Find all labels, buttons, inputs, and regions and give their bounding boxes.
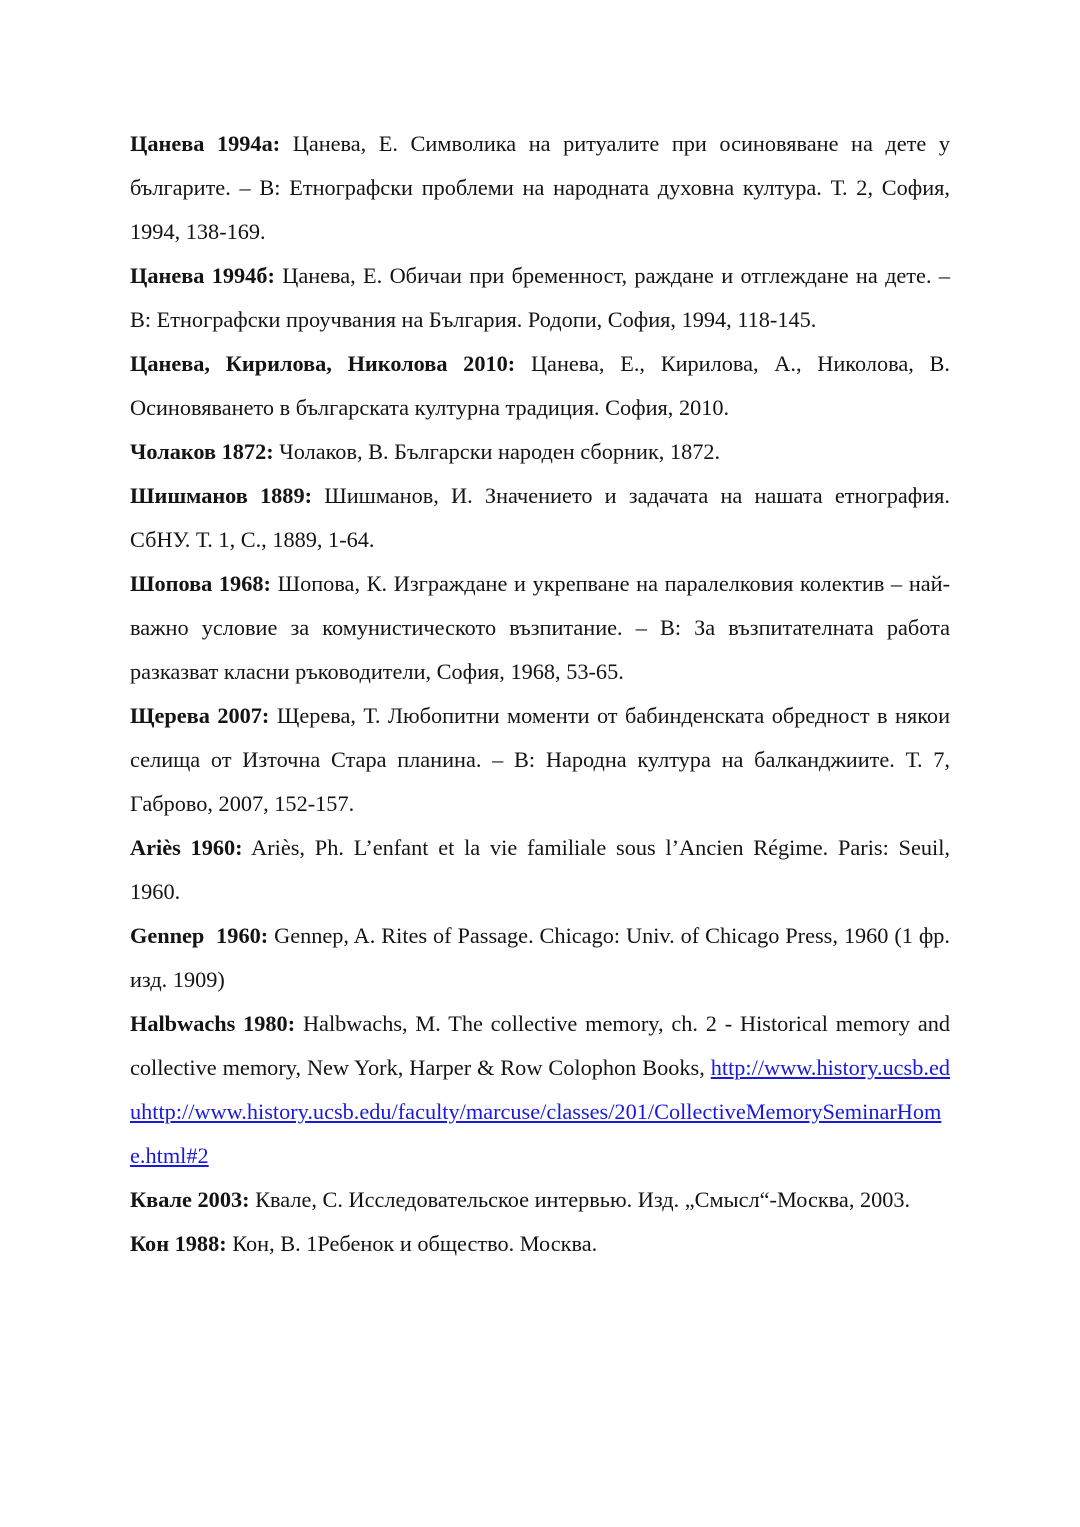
entry-text: Цанева, Е., Кирилова, А., Николова, В. Осиновяването в българската културна традиция. София, 2010. xyxy=(130,351,951,420)
entry-key: Halbwachs 1980: xyxy=(130,1011,296,1036)
bibliography-entry xyxy=(130,914,950,1002)
entry-key: Квале 2003: xyxy=(130,1187,250,1212)
bibliography-page xyxy=(130,122,950,1266)
entry-key: Щерева 2007: xyxy=(130,703,270,728)
entry-key: Шишманов 1889: xyxy=(130,483,313,508)
entry-text: Цанева, Е. Обичаи при бременност, раждане и отглеждане на дете. – В: Етнографски проучвания на България. Родопи, София, 1994, 118-145. xyxy=(130,263,950,332)
bibliography-entry xyxy=(130,826,950,914)
bibliography-entry xyxy=(130,562,950,694)
bibliography-entry xyxy=(130,254,950,342)
entry-key: Цанева 1994а: xyxy=(130,131,281,156)
bibliography-entry xyxy=(130,122,950,254)
entry-key: Ariès 1960: xyxy=(130,835,243,860)
bibliography-entry xyxy=(130,694,950,826)
bibliography-entry xyxy=(130,430,950,474)
entry-text: Кон, В. 1Ребенок и общество. Москва. xyxy=(232,1231,598,1256)
entry-text: Ariès, Ph. L’enfant et la vie familiale sous l’Ancien Régime. Paris: Seuil, 1960. xyxy=(130,835,950,904)
entry-key: Цанева, Кирилова, Николова 2010: xyxy=(130,351,516,376)
entry-text: Чолаков, В. Български народен сборник, 1872. xyxy=(279,439,721,464)
entry-text: Щерева, Т. Любопитни моменти от бабинденската обредност в някои селища от Източна Стара планина. – В: Народна култура на балканджиите. Т. 7, Габрово, 2007, 152-157. xyxy=(130,703,950,816)
bibliography-entry xyxy=(130,474,950,562)
entry-text: Цанева, Е. Символика на ритуалите при осиновяване на дете у българите. – В: Етнографски проблеми на народната духовна култура. Т. 2, София, 1994, 138-169. xyxy=(130,131,950,244)
entry-text: Gennep, A. Rites of Passage. Chicago: Univ. of Chicago Press, 1960 (1 фр. изд. 1909) xyxy=(130,923,950,992)
bibliography-entry xyxy=(130,1178,950,1222)
bibliography-entry xyxy=(130,1002,950,1178)
entry-key: Gennep 1960: xyxy=(130,923,269,948)
entry-key: Цанева 1994б: xyxy=(130,263,275,288)
entry-key: Кон 1988: xyxy=(130,1231,227,1256)
entry-text: Halbwachs, M. The collective memory, ch. 2 - Historical memory and collective memory, New York, Harper & Row Colophon Books, xyxy=(130,1011,951,1080)
bibliography-entry xyxy=(130,342,950,430)
entry-text: Квале, С. Исследовательское интервью. Изд. „Смысл“-Москва, 2003. xyxy=(255,1187,911,1212)
entry-key: Чолаков 1872: xyxy=(130,439,274,464)
entry-key: Шопова 1968: xyxy=(130,571,271,596)
entry-text: Шопова, К. Изграждане и укрепване на паралелковия колектив – най-важно условие за комунистическото възпитание. – В: За възпитателната работа разказват класни ръководители, София, 1968, 53-65. xyxy=(130,571,951,684)
reference-link[interactable]: http://www.history.ucsb.eduhttp://www.history.ucsb.edu/faculty/marcuse/classes/201/CollectiveMemorySeminarHome.html#2 xyxy=(130,1055,951,1168)
bibliography-entry xyxy=(130,1222,950,1266)
entry-text: Шишманов, И. Значението и задачата на нашата етнография. СбНУ. Т. 1, С., 1889, 1-64. xyxy=(130,483,950,552)
